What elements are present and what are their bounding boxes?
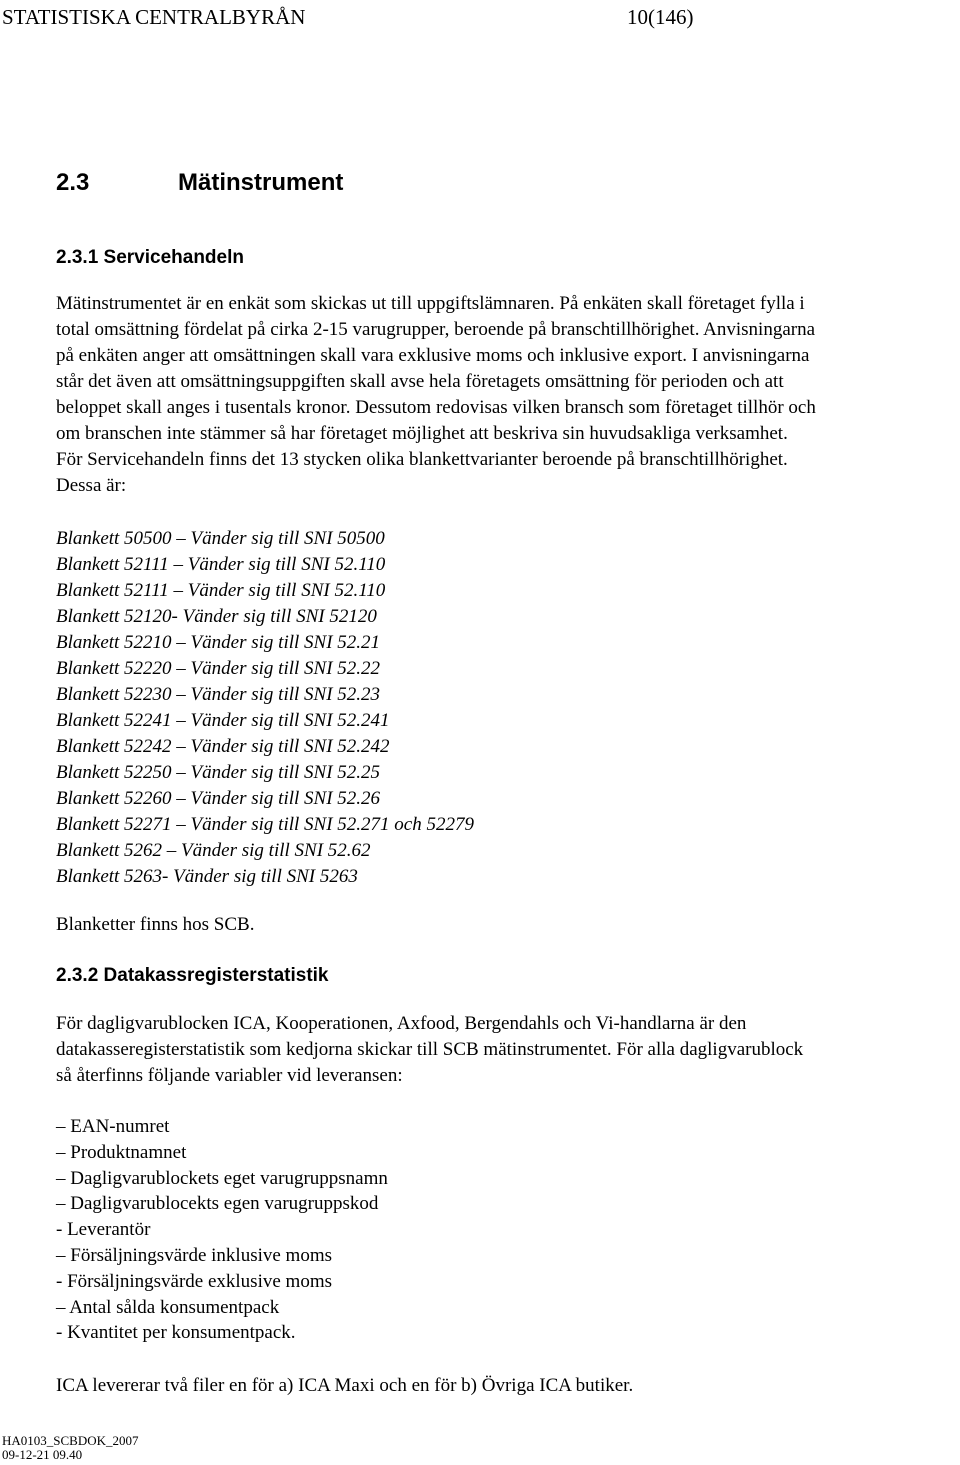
page-footer [2, 1434, 139, 1462]
subsection-heading-servicehandeln: 2.3.1 Servicehandeln [56, 247, 244, 268]
paragraph-line: står det även att omsättningsuppgiften skall avse hela företagets omsättning för perioden och att [56, 371, 784, 392]
closing-sentence: ICA levererar två filer en för a) ICA Maxi och en för b) Övriga ICA butiker. [56, 1375, 634, 1396]
variable-list [56, 1114, 388, 1346]
paragraph-servicehandeln [56, 291, 816, 499]
paragraph-datakassregister [56, 1011, 803, 1089]
form-list-item: Blankett 52260 – Vänder sig till SNI 52.26 [56, 788, 381, 809]
header-page-number: 10(146) [627, 5, 694, 29]
paragraph-line: Mätinstrumentet är en enkät som skickas ut till uppgiftslämnaren. På enkäten skall företaget fylla i [56, 293, 805, 314]
form-list [56, 526, 474, 890]
variable-list-item: – EAN-numret [56, 1116, 170, 1137]
form-list-item: Blankett 52271 – Vänder sig till SNI 52.271 och 52279 [56, 814, 474, 835]
section-number: 2.3 [56, 169, 90, 196]
variable-list-item: - Kvantitet per konsumentpack. [56, 1322, 296, 1344]
variable-list-item: – Dagligvarublocekts egen varugruppskod [56, 1193, 379, 1215]
form-list-item: Blankett 50500 – Vänder sig till SNI 50500 [56, 528, 385, 549]
paragraph-line: om branschen inte stämmer så har företaget möjlighet att beskriva sin huvudsakliga verksamhet. [56, 423, 788, 444]
forms-note: Blanketter finns hos SCB. [56, 914, 255, 935]
section-title: Mätinstrument [178, 169, 344, 196]
header-org: STATISTISKA CENTRALBYRÅN [2, 5, 306, 29]
paragraph-line: så återfinns följande variabler vid leveransen: [56, 1065, 403, 1086]
variable-list-item: – Produktnamnet [56, 1141, 187, 1163]
variable-list-item: – Dagligvarublockets eget varugruppsnamn [56, 1167, 388, 1189]
form-list-item: Blankett 52210 – Vänder sig till SNI 52.21 [56, 632, 381, 653]
paragraph-line: på enkäten anger att omsättningen skall vara exklusive moms och inklusive export. I anvisningarna [56, 345, 810, 366]
form-list-item: Blankett 52242 – Vänder sig till SNI 52.242 [56, 736, 390, 757]
footer-doc-id: HA0103_SCBDOK_2007 [2, 1433, 139, 1448]
form-list-item: Blankett 5263- Vänder sig till SNI 5263 [56, 866, 358, 887]
form-list-item: Blankett 52241 – Vänder sig till SNI 52.241 [56, 710, 390, 731]
footer-timestamp: 09-12-21 09.40 [2, 1447, 83, 1462]
form-list-item: Blankett 52250 – Vänder sig till SNI 52.25 [56, 762, 381, 783]
paragraph-line: För dagligvarublocken ICA, Kooperationen, Axfood, Bergendahls och Vi-handlarna är den [56, 1013, 747, 1034]
form-list-item: Blankett 52120- Vänder sig till SNI 52120 [56, 606, 377, 627]
paragraph-line: För Servicehandeln finns det 13 stycken olika blankettvarianter beroende på branschtillhörighet. [56, 449, 788, 470]
paragraph-line: beloppet skall anges i tusentals kronor. Dessutom redovisas vilken bransch som företaget tillhör och [56, 397, 816, 418]
variable-list-item: - Försäljningsvärde exklusive moms [56, 1270, 332, 1292]
form-list-item: Blankett 52111 – Vänder sig till SNI 52.110 [56, 554, 386, 575]
form-list-item: Blankett 52111 – Vänder sig till SNI 52.110 [56, 580, 386, 601]
form-list-item: Blankett 52230 – Vänder sig till SNI 52.23 [56, 684, 381, 705]
form-list-item: Blankett 5262 – Vänder sig till SNI 52.62 [56, 840, 371, 861]
paragraph-line: Dessa är: [56, 475, 127, 496]
variable-list-item: – Antal sålda konsumentpack [56, 1296, 280, 1318]
subsection-heading-datakassregister: 2.3.2 Datakassregisterstatistik [56, 965, 329, 986]
paragraph-line: datakasseregisterstatistik som kedjorna skickar till SCB mätinstrumentet. För alla dagligvarublock [56, 1039, 804, 1060]
variable-list-item: - Leverantör [56, 1219, 151, 1241]
form-list-item: Blankett 52220 – Vänder sig till SNI 52.22 [56, 658, 381, 679]
variable-list-item: – Försäljningsvärde inklusive moms [56, 1244, 333, 1266]
paragraph-line: total omsättning fördelat på cirka 2-15 varugrupper, beroende på branschtillhörighet. Anvisningarna [56, 319, 816, 340]
